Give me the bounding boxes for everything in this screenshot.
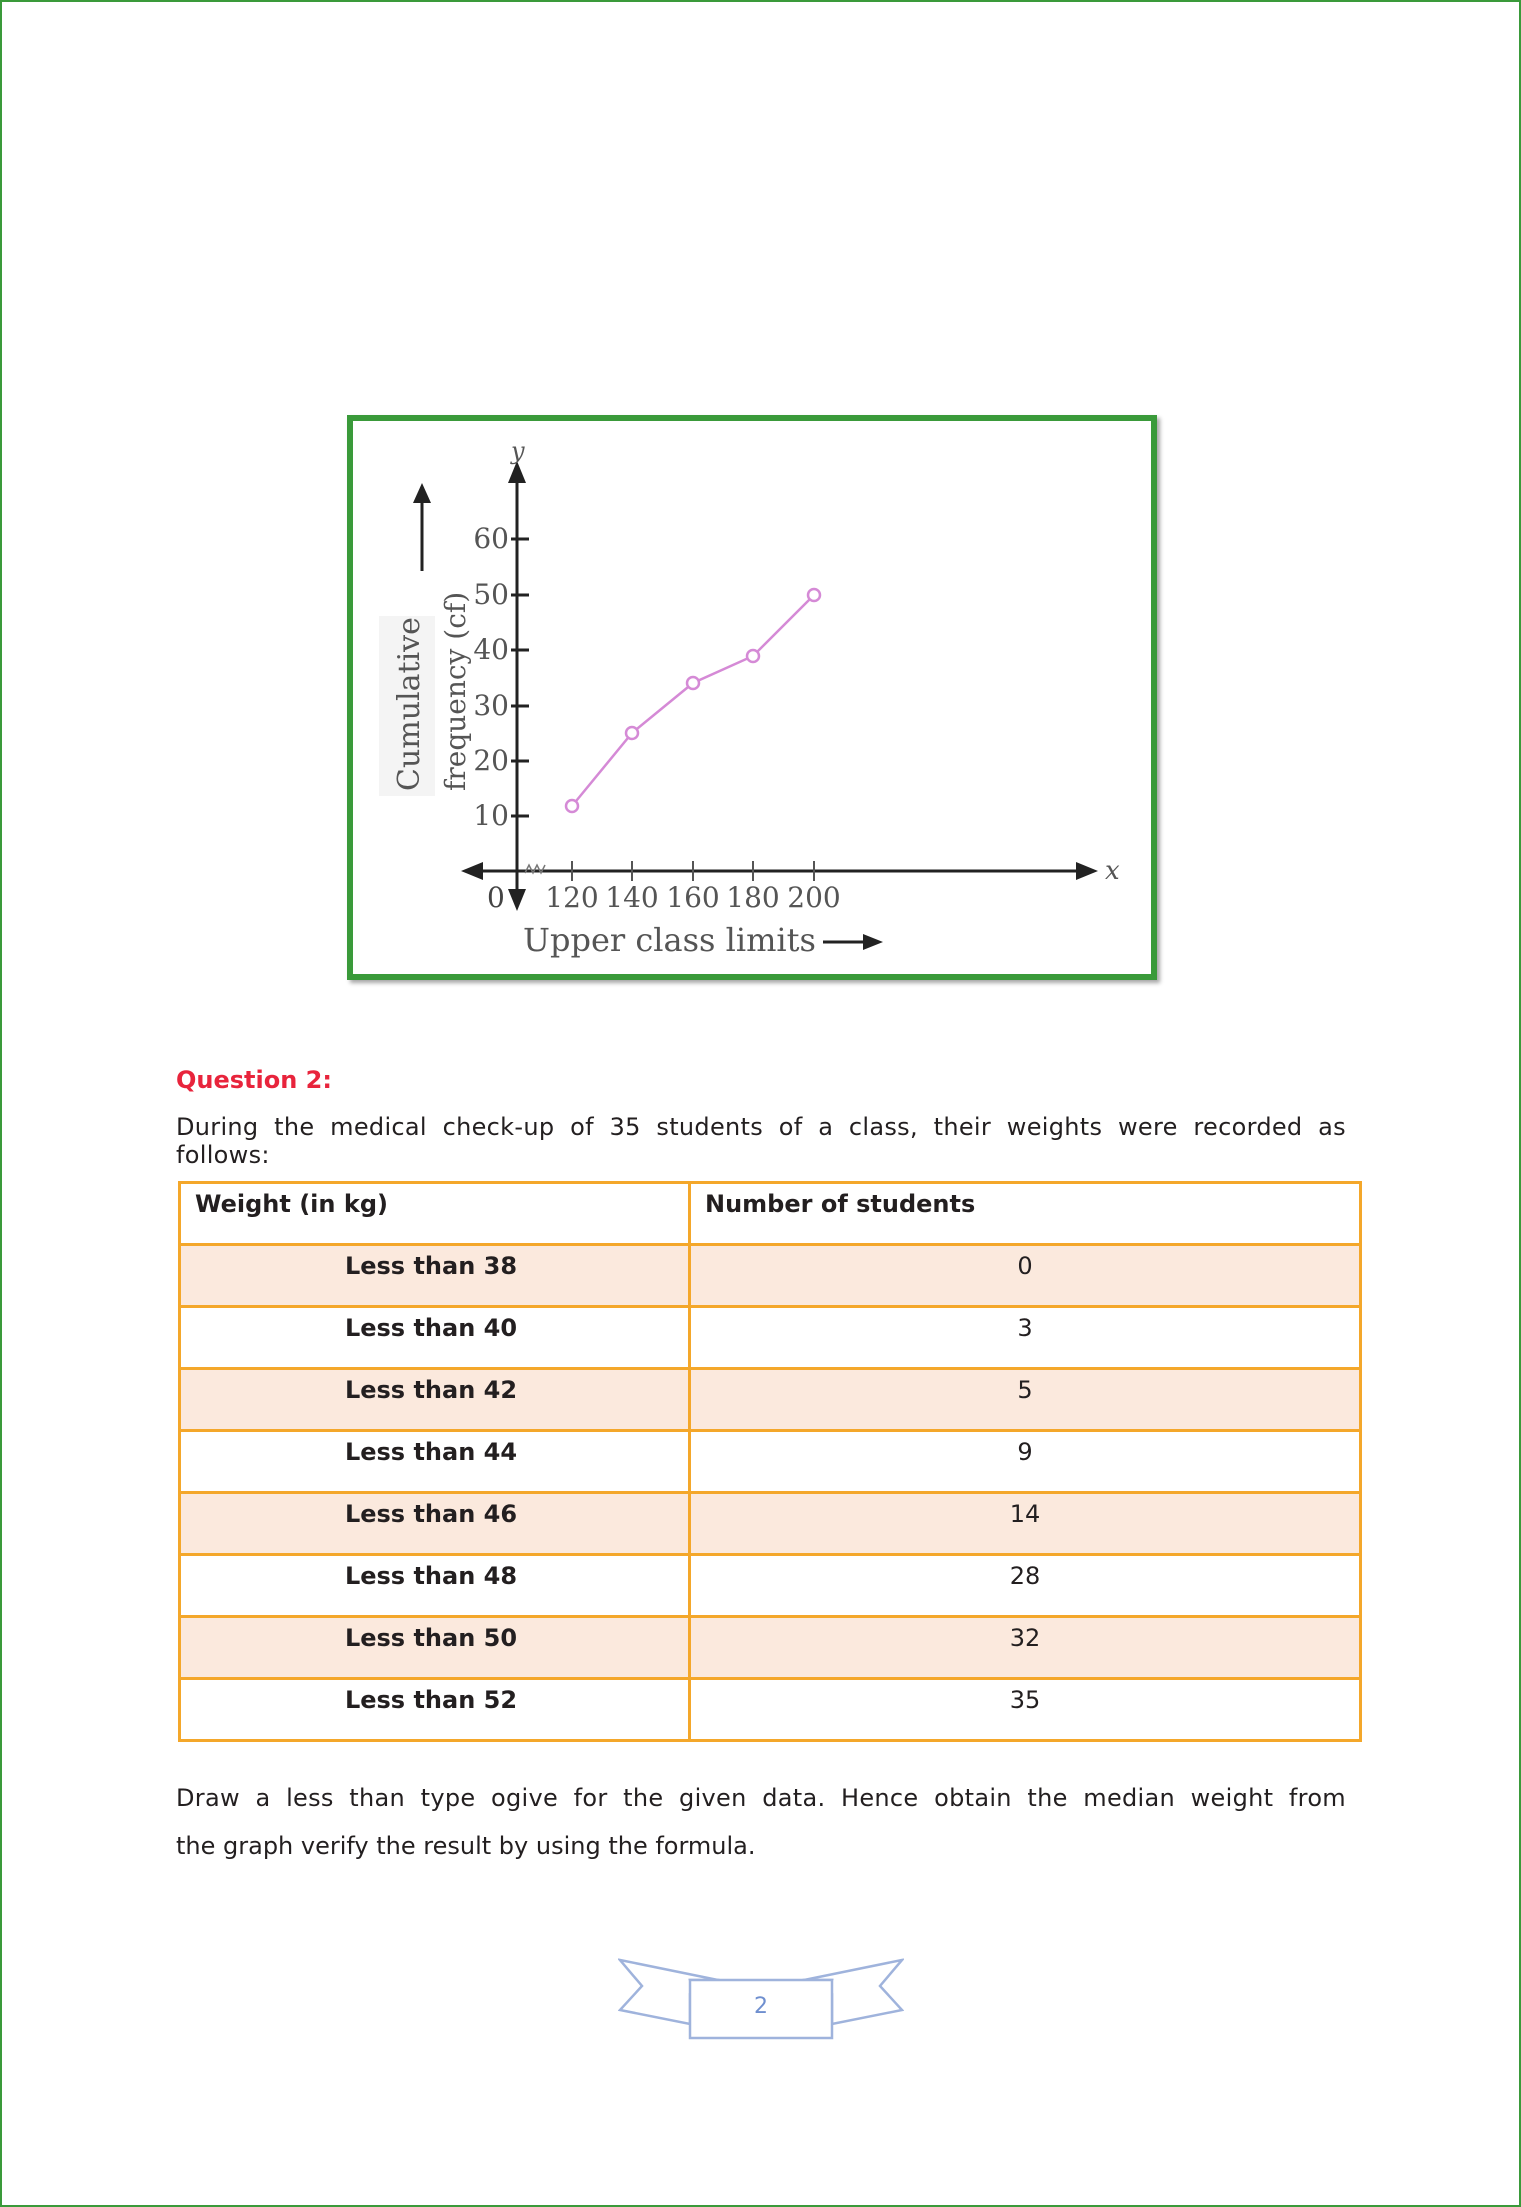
instructions-line-2: the graph verify the result by using the formula.	[176, 1832, 756, 1860]
data-point	[566, 800, 578, 812]
x-label-arrow-icon	[863, 934, 883, 950]
intro-line-2: follows:	[176, 1141, 270, 1169]
table-row	[180, 1617, 1361, 1679]
question-intro	[176, 1112, 1346, 1174]
ogive-chart	[353, 421, 1151, 974]
x-axis-label	[523, 921, 883, 959]
y-axis-down-arrow-icon	[508, 889, 526, 911]
table-row	[180, 1369, 1361, 1431]
ogive-line	[572, 595, 814, 806]
x-tick-labels	[545, 881, 840, 914]
y-axis-symbol: y	[511, 437, 525, 465]
svg-text:160: 160	[666, 881, 720, 914]
x-axis-arrow-icon	[1076, 862, 1098, 880]
data-point	[687, 677, 699, 689]
data-points	[566, 589, 820, 812]
svg-text:180: 180	[726, 881, 780, 914]
table-row	[180, 1431, 1361, 1493]
data-point	[626, 727, 638, 739]
y-tick-labels	[473, 522, 509, 832]
table-row	[180, 1679, 1361, 1741]
ogive-figure	[347, 415, 1157, 980]
page-number-badge	[618, 1958, 904, 2040]
students-cell: 5	[1017, 1376, 1033, 1404]
instructions-line-1: Draw a less than type ogive for the given data. Hence obtain the median weight from	[176, 1784, 1346, 1812]
weight-cell: Less than 38	[344, 1252, 518, 1280]
svg-text:50: 50	[473, 578, 509, 611]
svg-text:40: 40	[473, 633, 509, 666]
table-row	[180, 1493, 1361, 1555]
svg-text:120: 120	[545, 881, 599, 914]
origin-label: 0	[487, 881, 505, 914]
question-instructions	[176, 1774, 1346, 1870]
y-axis-label	[379, 483, 472, 796]
students-cell: 32	[1009, 1624, 1041, 1652]
svg-text:Cumulative: Cumulative	[392, 617, 427, 791]
svg-text:200: 200	[787, 881, 841, 914]
question-title: Question 2:	[176, 1066, 332, 1094]
x-axis-symbol: x	[1105, 856, 1120, 886]
x-axis-left-arrow-icon	[461, 862, 483, 880]
table-header-row	[180, 1183, 1361, 1245]
svg-text:60: 60	[473, 522, 509, 555]
header-students: Number of students	[705, 1190, 976, 1218]
weight-cell: Less than 50	[344, 1624, 518, 1652]
svg-text:30: 30	[473, 689, 509, 722]
weight-cell: Less than 44	[344, 1438, 518, 1466]
header-weight: Weight (in kg)	[195, 1190, 388, 1218]
students-cell: 28	[1009, 1562, 1041, 1590]
y-ticks	[511, 539, 529, 816]
svg-text:10: 10	[473, 799, 509, 832]
intro-line-1: During the medical check-up of 35 students of a class, their weights were recorded as	[176, 1113, 1346, 1141]
table-row	[180, 1555, 1361, 1617]
table-row	[180, 1307, 1361, 1369]
table-row	[180, 1245, 1361, 1307]
students-cell: 9	[1017, 1438, 1033, 1466]
weights-table	[178, 1181, 1362, 1742]
weight-cell: Less than 52	[344, 1686, 518, 1714]
svg-text:140: 140	[605, 881, 659, 914]
students-cell: 14	[1009, 1500, 1041, 1528]
weight-cell: Less than 48	[344, 1562, 518, 1590]
page-number: 2	[754, 1994, 768, 2019]
students-cell: 3	[1017, 1314, 1033, 1342]
students-cell: 0	[1017, 1252, 1033, 1280]
weight-cell: Less than 46	[344, 1500, 518, 1528]
data-point	[808, 589, 820, 601]
svg-text:20: 20	[473, 744, 509, 777]
weight-cell: Less than 40	[344, 1314, 518, 1342]
svg-text:Upper class limits: Upper class limits	[523, 921, 816, 959]
svg-text:frequency (cf): frequency (cf)	[439, 591, 472, 791]
data-point	[747, 650, 759, 662]
y-label-arrow-icon	[413, 483, 431, 503]
weight-cell: Less than 42	[344, 1376, 518, 1404]
students-cell: 35	[1009, 1686, 1041, 1714]
